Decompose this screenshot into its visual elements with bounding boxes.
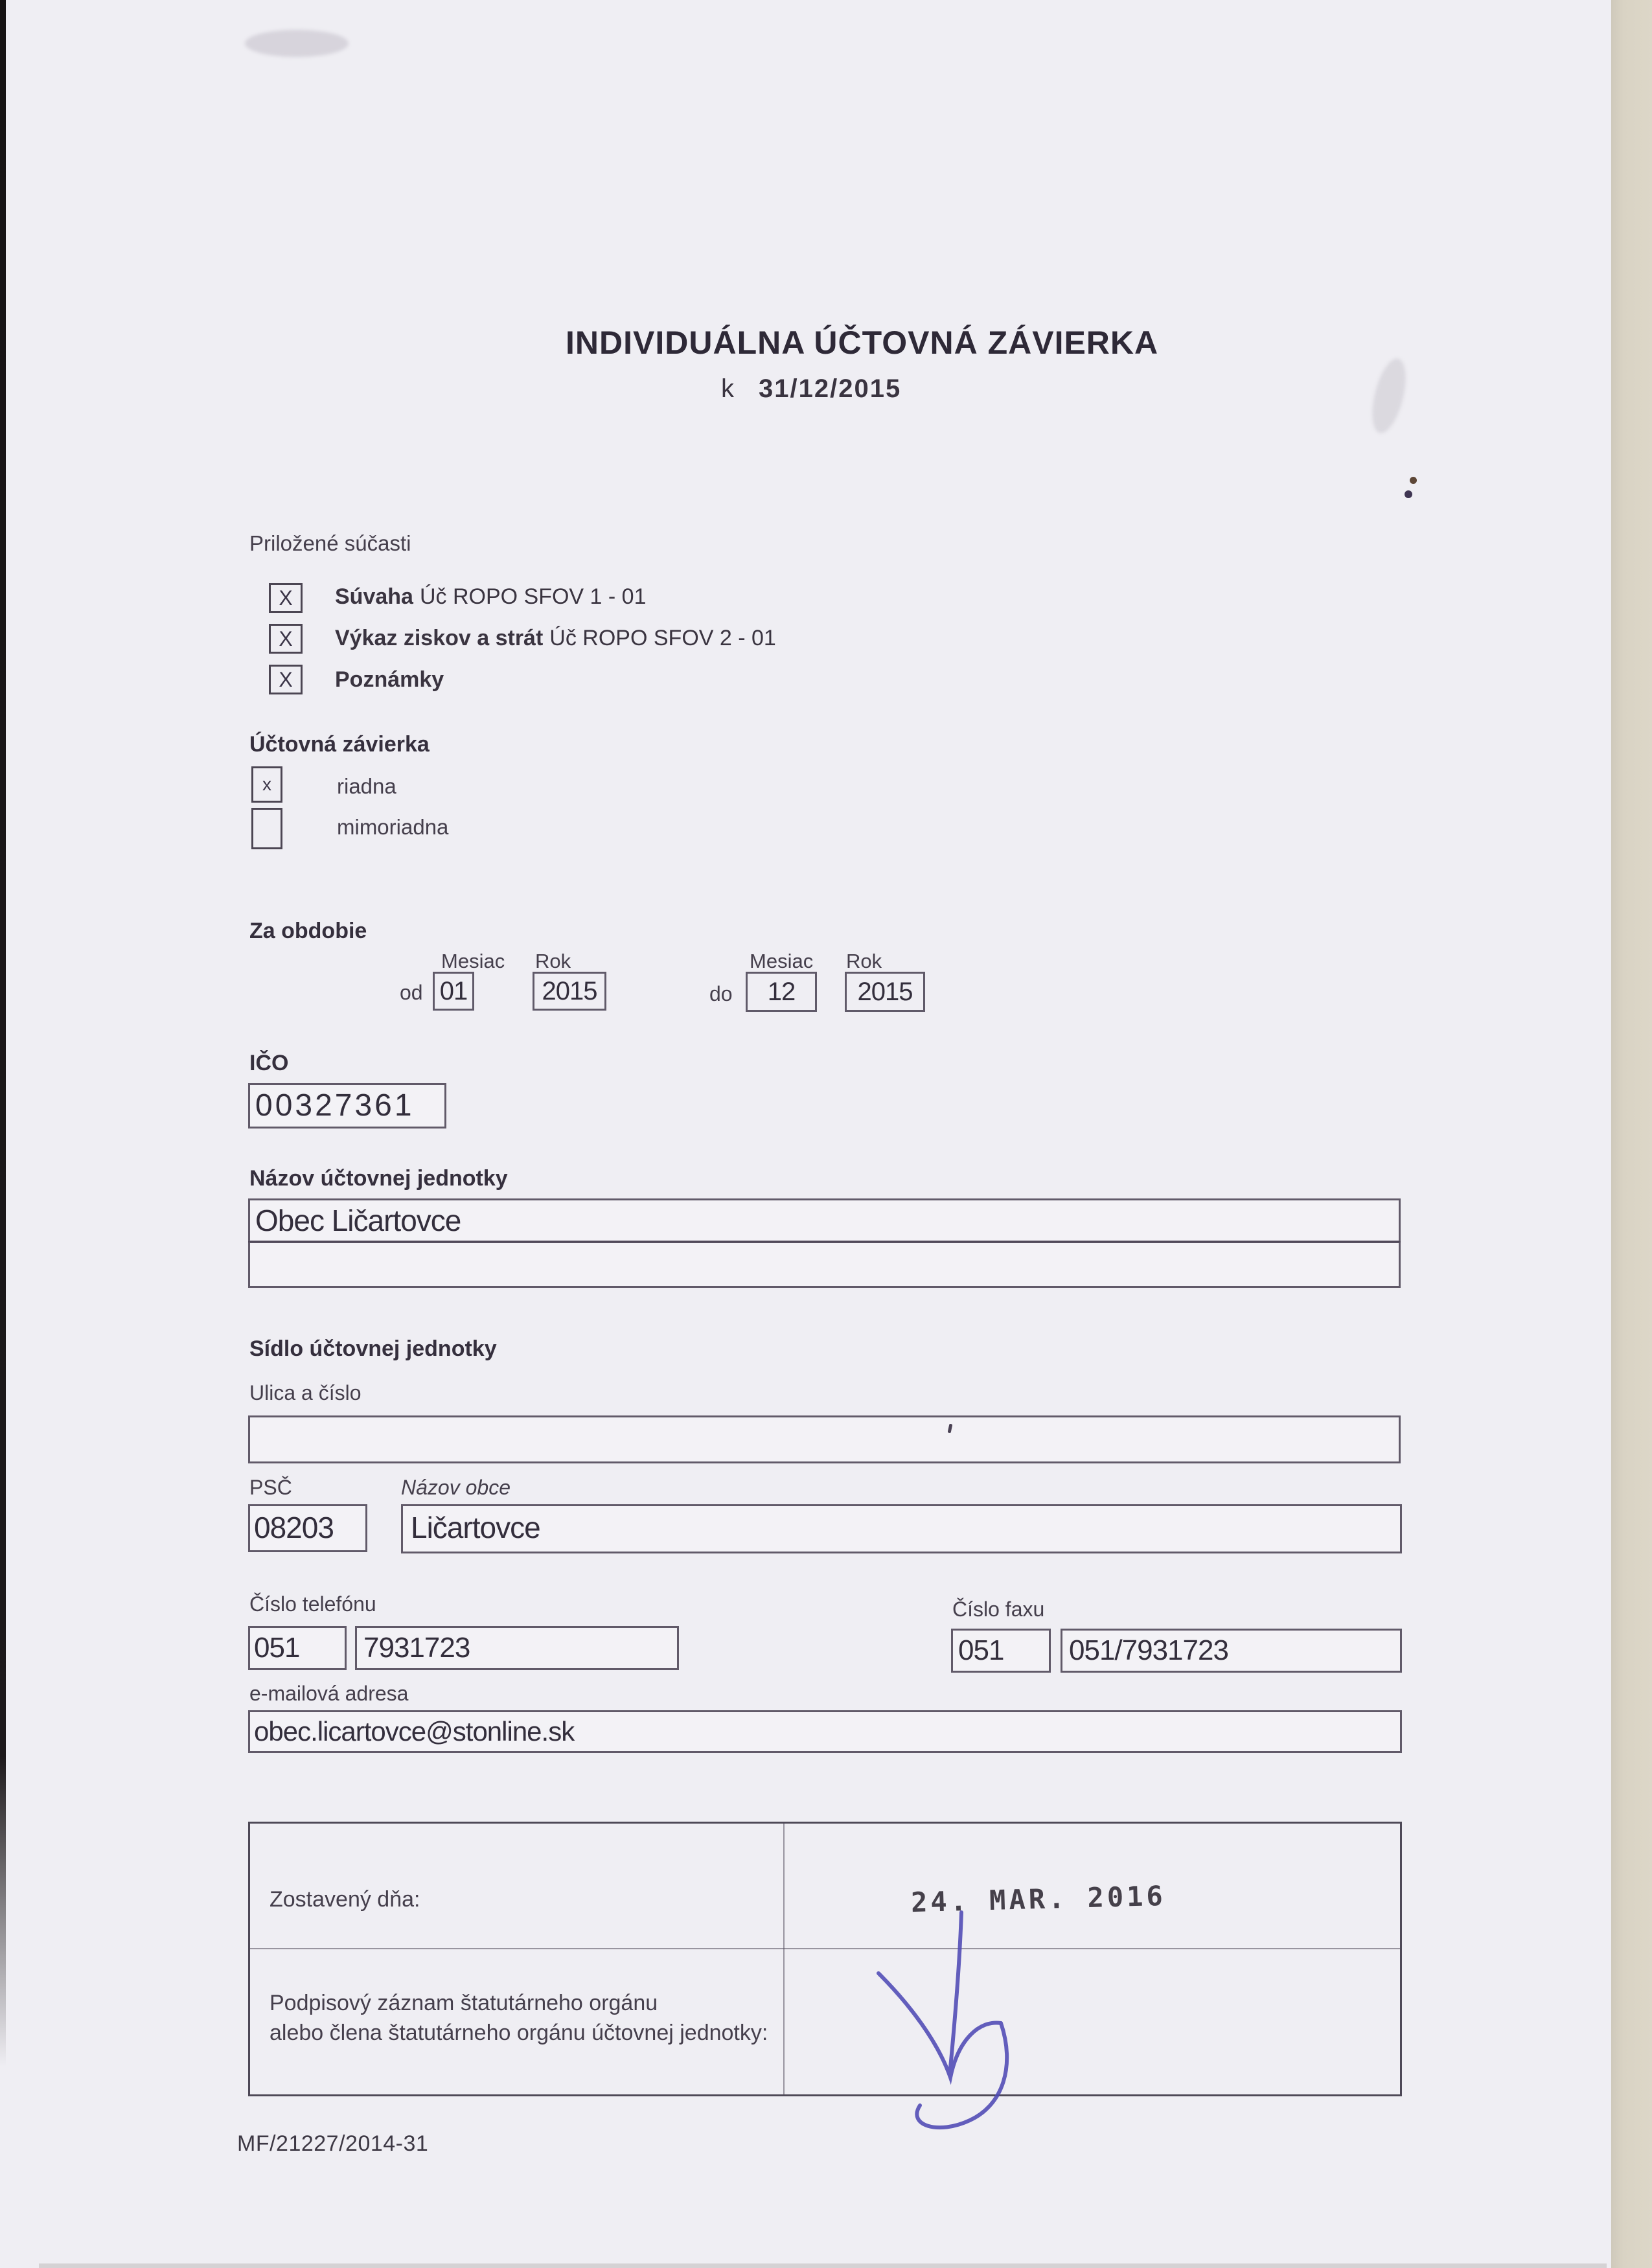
period-to-month-field[interactable] (746, 972, 817, 1012)
signature-box-divider-vertical (783, 1824, 785, 2094)
scan-dot-2 (1405, 490, 1412, 498)
fax-area-value: 051 (958, 1634, 1004, 1666)
scan-edge-bottom (39, 2263, 1607, 2268)
attachment-suvaha-name: Súvaha (335, 584, 413, 609)
attachment-vykaz-name: Výkaz ziskov a strát (335, 626, 544, 650)
attachment-row-poznamky (335, 667, 450, 693)
checkbox-poznamky[interactable] (269, 665, 303, 694)
email-field[interactable] (248, 1710, 1402, 1753)
period-from-year-field[interactable] (533, 972, 606, 1011)
signature-label-line1: Podpisový záznam štatutárneho orgánu (270, 1991, 658, 2015)
phone-area-field[interactable] (248, 1626, 347, 1670)
subtitle-date: 31/12/2015 (759, 374, 902, 403)
checkbox-mimoriadna[interactable] (251, 808, 282, 849)
signature-label-line2: alebo člena štatutárneho orgánu účtovnej jednotky: (270, 2021, 768, 2045)
ico-value: 00327361 (255, 1088, 415, 1123)
attachment-row-suvaha (335, 584, 646, 610)
scan-edge-right (1611, 0, 1652, 2268)
form-code-footer: MF/21227/2014-31 (237, 2131, 429, 2156)
phone-label: Číslo telefónu (249, 1592, 376, 1616)
checkbox-poznamky-mark: X (279, 667, 293, 691)
checkbox-vykaz-mark: X (279, 626, 293, 650)
street-field[interactable] (248, 1415, 1401, 1463)
scan-speck-street (948, 1424, 953, 1434)
attachment-vykaz-code: Úč ROPO SFOV 2 - 01 (549, 626, 776, 650)
ico-label: IČO (249, 1051, 289, 1075)
period-to-month-label: Mesiac (750, 950, 814, 972)
city-field[interactable] (401, 1504, 1402, 1553)
fax-label: Číslo faxu (952, 1598, 1045, 1621)
date-stamp: 24. MAR. 2016 (910, 1879, 1167, 1919)
zip-value: 08203 (254, 1511, 334, 1544)
fax-number-value: 051/7931723 (1069, 1634, 1228, 1666)
address-label: Sídlo účtovnej jednotky (249, 1336, 497, 1361)
attachment-row-vykaz (335, 626, 776, 651)
checkbox-suvaha[interactable] (269, 583, 303, 613)
fax-area-field[interactable] (951, 1629, 1051, 1673)
zavierka-label: Účtovná závierka (249, 732, 430, 757)
checkbox-suvaha-mark: X (279, 586, 293, 610)
signature-box (248, 1822, 1402, 2096)
scan-smudge-top (245, 30, 349, 57)
mimoriadna-label: mimoriadna (337, 815, 449, 839)
phone-number-value: 7931723 (363, 1632, 470, 1664)
period-to-month-value: 12 (767, 978, 796, 1006)
zip-label: PSČ (249, 1476, 292, 1499)
city-label: Názov obce (401, 1476, 511, 1499)
period-from-month-label: Mesiac (441, 950, 505, 972)
period-to-label: do (709, 982, 733, 1005)
signature-box-divider-horizontal (250, 1948, 1400, 1949)
checkbox-riadna-mark: x (262, 774, 271, 794)
period-from-month-value: 01 (439, 977, 468, 1005)
period-to-year-value: 2015 (857, 978, 913, 1006)
scan-edge-left (0, 0, 6, 2067)
period-from-year-label: Rok (535, 950, 571, 972)
entity-name-field-2[interactable] (248, 1241, 1401, 1288)
street-label: Ulica a číslo (249, 1381, 361, 1404)
period-to-year-label: Rok (846, 950, 882, 972)
email-value: obec.licartovce@stonline.sk (254, 1716, 575, 1747)
phone-area-value: 051 (254, 1632, 300, 1664)
ico-field[interactable] (248, 1083, 446, 1128)
scan-dot-1 (1410, 477, 1417, 484)
page-subtitle (721, 374, 901, 404)
period-label: Za obdobie (249, 919, 367, 943)
riadna-label: riadna (337, 774, 396, 798)
scan-smudge-right (1366, 355, 1412, 436)
entity-name-field[interactable] (248, 1198, 1401, 1243)
fax-number-field[interactable] (1061, 1629, 1402, 1673)
entity-name-value: Obec Ličartovce (255, 1204, 461, 1237)
checkbox-vykaz[interactable] (269, 624, 303, 654)
zip-field[interactable] (248, 1504, 367, 1552)
period-from-label: od (400, 981, 423, 1004)
attachment-poznamky-name: Poznámky (335, 667, 444, 692)
entity-label: Názov účtovnej jednotky (249, 1166, 508, 1191)
period-from-month-field[interactable] (433, 972, 474, 1011)
compiled-date-label: Zostavený dňa: (270, 1887, 420, 1912)
phone-number-field[interactable] (355, 1626, 679, 1670)
attachment-suvaha-code: Úč ROPO SFOV 1 - 01 (419, 584, 647, 609)
email-label: e-mailová adresa (249, 1682, 409, 1705)
period-to-year-field[interactable] (845, 972, 925, 1012)
page-title: INDIVIDUÁLNA ÚČTOVNÁ ZÁVIERKA (566, 325, 1159, 361)
subtitle-prefix: k (721, 374, 734, 403)
attachments-label: Priložené súčasti (249, 531, 411, 555)
checkbox-riadna[interactable] (251, 766, 282, 803)
period-from-year-value: 2015 (542, 977, 597, 1005)
city-value: Ličartovce (411, 1511, 540, 1544)
